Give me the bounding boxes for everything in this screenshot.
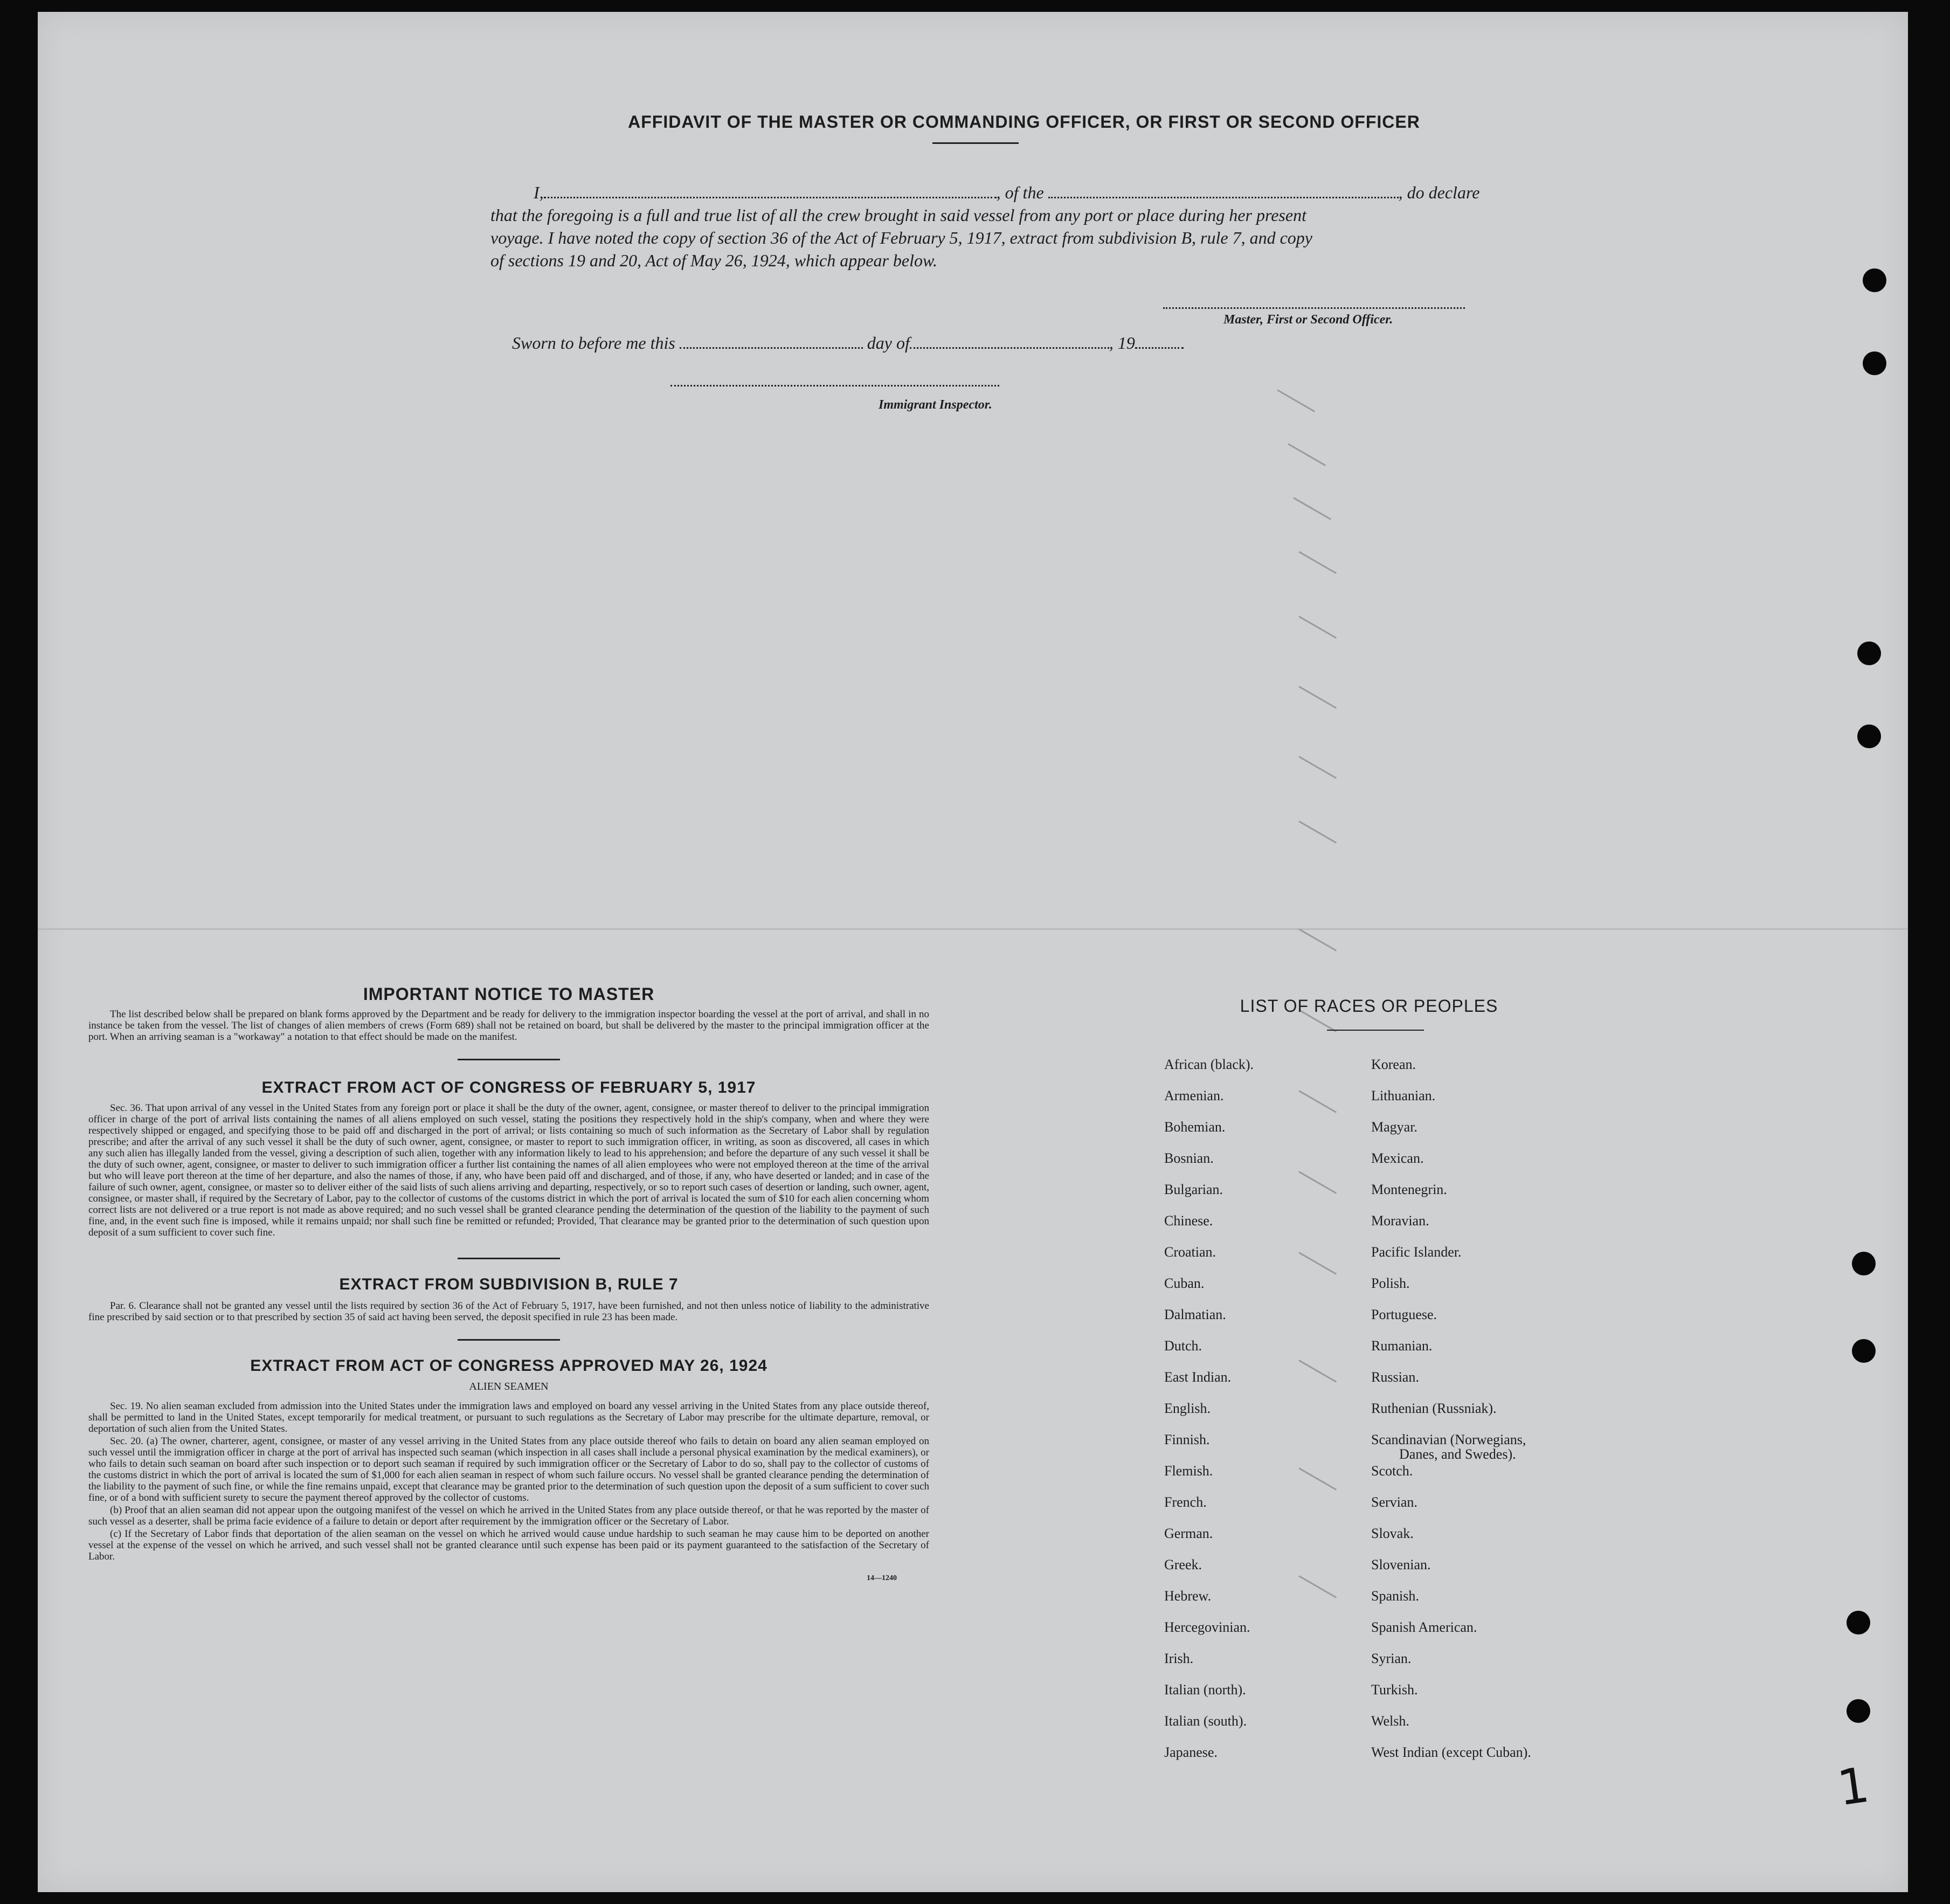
race-item: Ruthenian (Russniak).	[1371, 1401, 1497, 1416]
vessel-blank[interactable]	[1048, 185, 1399, 198]
divider	[458, 1339, 560, 1341]
punch-hole	[1857, 641, 1881, 665]
ditto-mark	[1288, 443, 1326, 466]
race-item: Pacific Islander.	[1371, 1244, 1462, 1260]
ditto-mark	[1298, 1467, 1337, 1491]
ditto-mark	[1298, 820, 1337, 844]
race-item: Lithuanian.	[1371, 1088, 1436, 1103]
race-item: Mexican.	[1371, 1150, 1424, 1166]
sec20a-body: Sec. 20. (a) The owner, charterer, agent, consignee, or master of any vessel arriving in the United States from any place outside thereof who fails to detain on board any alien seaman employed on such vessel until the immigration officer in charge at the port of arrival has inspected such seaman (which inspection in all cases shall include a personal physical examination by the medical examiners), or who fails to detain such seaman on board after such inspection or to deport such seaman if required by such immigration officer or the Secretary of Labor to do so, shall pay to the collector of customs of the customs district in which the port of arrival is located the sum of $1,000 for each alien seaman in respect of whom such failure occurs. No vessel shall be granted clearance pending the determination of the liability to the payment of such fine, or while the fine remains unpaid, except that clearance may be granted prior to the determination of such question upon the deposit of a sum sufficient to cover such fine, or of a bond with sufficient surety to secure the payment thereof approved by the collector of customs.	[88, 1436, 929, 1503]
race-item: Syrian.	[1371, 1651, 1412, 1666]
race-item: Armenian.	[1164, 1088, 1224, 1103]
name-blank[interactable]	[544, 185, 997, 198]
affidavit-body	[490, 181, 1547, 272]
race-item: Dalmatian.	[1164, 1307, 1226, 1322]
race-item: Hercegovinian.	[1164, 1619, 1250, 1635]
race-item: Spanish.	[1371, 1588, 1419, 1604]
ditto-mark	[1298, 1090, 1337, 1113]
affidavit-line2: that the foregoing is a full and true list of all the crew brought in said vessel from any port or place during her present	[490, 205, 1306, 225]
master-signature-line[interactable]	[1163, 307, 1465, 309]
divider	[458, 1059, 560, 1060]
divider	[458, 1258, 560, 1259]
ditto-mark	[1298, 1171, 1337, 1194]
ditto-mark	[1298, 928, 1337, 951]
punch-hole	[1863, 351, 1886, 375]
race-item: Scotch.	[1371, 1463, 1413, 1479]
race-item: African (black).	[1164, 1057, 1254, 1072]
ditto-mark	[1298, 1575, 1337, 1598]
affidavit-line3: voyage. I have noted the copy of section 36 of the Act of February 5, 1917, extract from subdivision B, rule 7, and copy	[490, 228, 1312, 247]
race-item: Bulgarian.	[1164, 1182, 1223, 1197]
form-number: 14—1240	[867, 1574, 897, 1582]
sworn-day-blank[interactable]	[680, 335, 863, 349]
race-item: Italian (north).	[1164, 1682, 1246, 1698]
ditto-mark	[1298, 1252, 1337, 1275]
race-item: German.	[1164, 1526, 1213, 1541]
page-number-handwritten: 1	[1834, 1756, 1873, 1817]
affidavit-title: AFFIDAVIT OF THE MASTER OR COMMANDING OFFICER, OR FIRST OR SECOND OFFICER	[628, 112, 1420, 132]
ditto-mark	[1298, 551, 1337, 574]
punch-hole	[1863, 268, 1886, 292]
race-item: Russian.	[1371, 1369, 1419, 1385]
race-item: Moravian.	[1371, 1213, 1429, 1229]
punch-hole	[1857, 725, 1881, 748]
race-item: Spanish American.	[1371, 1619, 1477, 1635]
punch-hole	[1852, 1339, 1876, 1363]
affidavit-line4: of sections 19 and 20, Act of May 26, 1924, which appear below.	[490, 251, 937, 270]
race-item: Chinese.	[1164, 1213, 1213, 1229]
divider	[932, 142, 1019, 144]
race-item: Japanese.	[1164, 1744, 1218, 1760]
race-item: Flemish.	[1164, 1463, 1213, 1479]
sworn-line: Sworn to before me this day of , 19	[512, 333, 1184, 353]
inspector-signature-line[interactable]	[670, 385, 999, 387]
race-item: English.	[1164, 1401, 1211, 1416]
rule7-title: EXTRACT FROM SUBDIVISION B, RULE 7	[339, 1275, 679, 1293]
race-item: Portuguese.	[1371, 1307, 1437, 1322]
document-sheet	[38, 12, 1908, 1892]
race-item-continued: Danes, and Swedes).	[1399, 1446, 1516, 1462]
race-item: Bosnian.	[1164, 1150, 1214, 1166]
race-item: Scandinavian (Norwegians,	[1371, 1432, 1526, 1447]
ditto-mark	[1293, 497, 1331, 520]
race-item: Montenegrin.	[1371, 1182, 1447, 1197]
race-item: Italian (south).	[1164, 1713, 1247, 1729]
punch-hole	[1847, 1611, 1870, 1634]
master-signature-label: Master, First or Second Officer.	[1223, 313, 1393, 327]
notice-title: IMPORTANT NOTICE TO MASTER	[363, 984, 655, 1004]
punch-hole	[1852, 1252, 1876, 1275]
races-left-column	[1164, 1057, 1254, 1776]
race-item: Servian.	[1371, 1494, 1417, 1510]
race-item: Cuban.	[1164, 1275, 1205, 1291]
race-item: Hebrew.	[1164, 1588, 1212, 1604]
race-item: East Indian.	[1164, 1369, 1232, 1385]
race-item: French.	[1164, 1494, 1207, 1510]
race-item: West Indian (except Cuban).	[1371, 1744, 1531, 1760]
ditto-mark	[1298, 686, 1337, 709]
extract-1917-body: Sec. 36. That upon arrival of any vessel in the United States from any foreign port or place it shall be the duty of the owner, agent, consignee, or master thereof to deliver to the principal immigration officer in charge of the port of arrival lists containing the names of all aliens employed on such vessel, stating the positions they respectively hold in the ship's company, when and where they were respectively shipped or engaged, and specifying those to be paid off and discharged in the port of arrival; or lists containing so much of such information as the Secretary of Labor shall by regulation prescribe; and after the arrival of any such vessel it shall be the duty of such owner, agent, consignee, or master to report to such immigration officer, in writing, as soon as discovered, all cases in which any such alien has illegally landed from the vessel, giving a description of such alien, together with any information likely to lead to his apprehension; and before the departure of any such vessel it shall be the duty of such owner, agent, consignee, or master to deliver to such immigration officer a further list containing the names of all alien employees who were not employed thereon at the time of the arrival but who will leave port thereon at the time of her departure, and also the names of those, if any, who have been paid off and discharged, and of those, if any, who have deserted or landed; and in case of the failure of such owner, agent, consignee, or master so to deliver either of the said lists of such aliens arriving and departing, respectively, or so to report such cases of desertion or landing, such owner, agent, consignee, or master shall, if required by the Secretary of Labor, pay to the collector of customs of the customs district in which the port of arrival is located the sum of $10 for each alien concerning whom correct lists are not delivered or a true report is not made as above required; and no such vessel shall be granted clearance pending the determination of the question of the liability to the payment of such fine, and, in the event such fine is imposed, while it remains unpaid; nor shall such fine be remitted or refunded; Provided, That clearance may be granted prior to the determination of such question upon deposit of a sum sufficient to cover such fine.	[88, 1102, 929, 1238]
race-item: Korean.	[1371, 1057, 1416, 1072]
race-item: Turkish.	[1371, 1682, 1418, 1698]
sec20c-body: (c) If the Secretary of Labor finds that deportation of the alien seaman on the vessel on which he arrived would cause undue hardship to such seaman he may cause him to be deported on another vessel at the expense of the vessel on which he arrived, and such vessel shall not be granted clearance until such expense has been paid or its payment guaranteed to the satisfaction of the Secretary of Labor.	[88, 1528, 929, 1562]
races-right-column	[1371, 1057, 1630, 1776]
race-item: Rumanian.	[1371, 1338, 1433, 1354]
ditto-mark	[1277, 389, 1315, 412]
sworn-year-blank[interactable]	[1135, 335, 1184, 349]
alien-seamen-subtitle: ALIEN SEAMEN	[469, 1381, 549, 1392]
race-item: Finnish.	[1164, 1432, 1210, 1447]
sec19-body: Sec. 19. No alien seaman excluded from admission into the United States under the immigration laws and employed on board any vessel arriving in the United States from any place outside thereof, shall be permitted to land in the United States, except temporarily for medical treatment, or pursuant to such regulations as the Secretary of Labor may prescribe for the ultimate departure, removal, or deportation of such alien from the United States.	[88, 1401, 929, 1434]
extract-1924-title: EXTRACT FROM ACT OF CONGRESS APPROVED MAY 26, 1924	[250, 1357, 767, 1375]
race-item: Welsh.	[1371, 1713, 1409, 1729]
affidavit-line1: I, , of the , do declare	[534, 183, 1480, 202]
race-item: Magyar.	[1371, 1119, 1417, 1135]
inspector-label: Immigrant Inspector.	[879, 398, 992, 412]
race-item: Bohemian.	[1164, 1119, 1226, 1135]
race-item: Slovak.	[1371, 1526, 1414, 1541]
ditto-mark	[1298, 1360, 1337, 1383]
race-item: Dutch.	[1164, 1338, 1202, 1354]
fold-crease	[38, 928, 1908, 930]
divider	[1327, 1030, 1424, 1031]
race-item: Polish.	[1371, 1275, 1410, 1291]
races-title: LIST OF RACES OR PEOPLES	[1240, 996, 1498, 1016]
race-item: Greek.	[1164, 1557, 1202, 1572]
race-item: Irish.	[1164, 1651, 1194, 1666]
notice-body: The list described below shall be prepared on blank forms approved by the Department and be ready for delivery to the immigration inspector boarding the vessel at the port of arrival, and shall in no instance be taken from the vessel. The list of changes of alien members of crews (Form 689) shall not be retained on board, but shall be delivered by the master to the principal immigration officer at the port. When an arriving seaman is a "workaway" a notation to that effect should be made on the manifest.	[88, 1009, 929, 1043]
punch-hole	[1847, 1699, 1870, 1723]
race-item: Slovenian.	[1371, 1557, 1431, 1572]
extract-1917-title: EXTRACT FROM ACT OF CONGRESS OF FEBRUARY 5, 1917	[261, 1079, 756, 1096]
ditto-mark	[1298, 756, 1337, 779]
ditto-mark	[1298, 616, 1337, 639]
rule7-body: Par. 6. Clearance shall not be granted any vessel until the lists required by section 36 of the Act of February 5, 1917, have been furnished, and not then unless notice of liability to the administrative fine prescribed by said section or to that prescribed by section 35 of said act having been served, the deposit specified in rule 23 has been made.	[88, 1300, 929, 1323]
race-item: Croatian.	[1164, 1244, 1216, 1260]
legal-column	[88, 984, 929, 1583]
sec20b-body: (b) Proof that an alien seaman did not appear upon the outgoing manifest of the vessel on which he arrived in the United States from any place outside thereof, or that he was reported by the master of such vessel as a deserter, shall be prima facie evidence of a failure to detain or deport after requirement by the immigration officer or the Secretary of Labor.	[88, 1505, 929, 1527]
sworn-month-blank[interactable]	[910, 335, 1109, 349]
